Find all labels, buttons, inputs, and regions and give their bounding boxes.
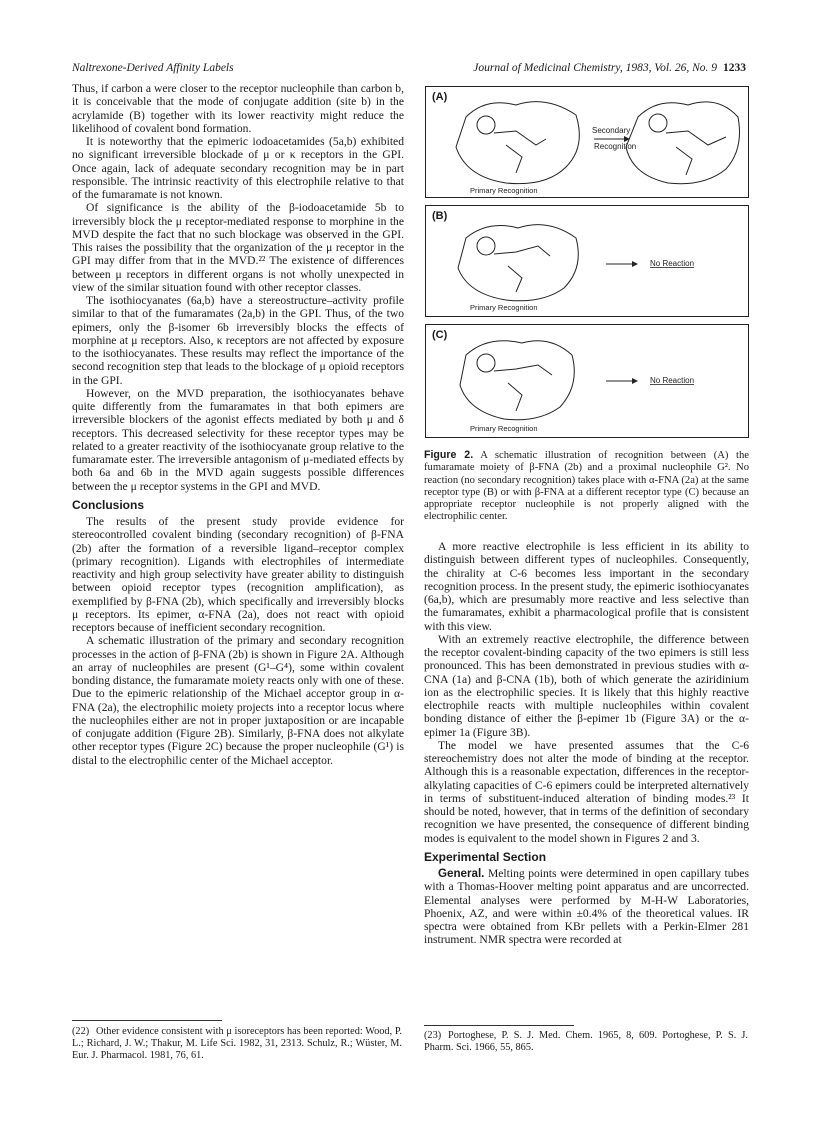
figure-caption bbox=[424, 449, 749, 524]
primary-recognition-label: Primary Recognition bbox=[470, 186, 538, 195]
paragraph: The isothiocyanates (6a,b) have a stereostructure–activity profile similar to that of the fumaramates (2a,b) in the GPI. Thus, of the two epimers, only the β-isomer 6b irreversibly blocks the effects of morphine at μ receptors. Also, κ receptors are not affected by exposure to the isothiocyanates. These results may reflect the importance of the second recognition step that leads to the blockage of μ opioid receptors in the GPI. bbox=[72, 294, 404, 387]
section-heading-experimental: Experimental Section bbox=[424, 849, 547, 864]
journal-name: Journal of Medicinal Chemistry, 1983, Vol. 26, No. 9 bbox=[473, 62, 717, 74]
no-reaction-label: No Reaction bbox=[650, 376, 695, 385]
footnote-rule bbox=[72, 1020, 222, 1021]
no-reaction-label: No Reaction bbox=[650, 259, 695, 268]
secondary-recognition-label-2: Recognition bbox=[594, 142, 637, 151]
panel-label: (B) bbox=[432, 210, 448, 222]
footnote-text: Portoghese, P. S. J. Med. Chem. 1965, 8, 609. Portoghese, P. S. J. Pharm. Sci. 1966, 55, 865. bbox=[424, 1030, 748, 1053]
footnote-number: (22) bbox=[72, 1026, 90, 1037]
paragraph: The results of the present study provide evidence for stereocontrolled covalent binding (secondary recognition) of β-FNA (2b) after the formation of a reversible ligand–receptor complex (primary recognition). Ligands with electrophiles of intermediate reactivity and high group selectivity have greater ability to distinguish between opioid receptor types (recognition amplification), as exemplified by β-FNA (2b), which specifically and irreversibly blocks μ receptors. Its epimer, α-FNA (2a), does not react with opioid receptors because of inefficient secondary recognition. bbox=[72, 515, 404, 634]
primary-recognition-label: Primary Recognition bbox=[470, 424, 538, 433]
paragraph bbox=[424, 867, 749, 947]
paragraph-text: Melting points were determined in open capillary tubes with a Thomas-Hoover melting point apparatus and are uncorrected. Elemental analyses were performed by M-H-W Laboratories, Phoenix, AZ, and were within ±0.4% of the theoretical values. IR spectra were obtained from KBr pellets with a Perkin-Elmer 281 instrument. NMR spectra were recorded at bbox=[424, 867, 749, 947]
caption-label: Figure 2. bbox=[424, 449, 474, 461]
paragraph: Thus, if carbon a were closer to the receptor nucleophile than carbon b, it is conceivable that the mode of conjugate addition (site b) in the acrylamide (B) together with its lower reactivity might reduce the likelihood of covalent bond formation. bbox=[72, 82, 404, 135]
primary-recognition-label: Primary Recognition bbox=[470, 303, 538, 312]
figure-panel-a bbox=[425, 86, 749, 198]
left-column bbox=[72, 82, 404, 767]
paragraph: It is noteworthy that the epimeric iodoacetamides (5a,b) exhibited no significant irreversible blockade of μ or κ receptors in the GPI. Once again, lack of adequate secondary recognition may be in part responsible. The intrinsic reactivity of this electrophile relative to that of the fumaramate is not known. bbox=[72, 135, 404, 201]
footnote-text: Other evidence consistent with μ isoreceptors has been reported: Wood, P. L.; Richard, J. W.; Thakur, M. Life Sci. 1982, 31, 2313. Schulz, R.; Wüster, M. Eur. J. Pharmacol. 1981, 76, 61. bbox=[72, 1026, 402, 1061]
footnote-rule bbox=[424, 1025, 574, 1026]
paragraph: The model we have presented assumes that the C-6 stereochemistry does not alter the mode of binding at the receptor. Although this is a reasonable expectation, differences in the receptor-alkylating capacities of C-6 epimers could be interpreted alternatively in terms of substituent-induced alteration of binding modes.²³ It should be noted, however, that in terms of the definition of secondary recognition we have presented, the consequence of different binding modes is equivalent to the model shown in Figures 2 and 3. bbox=[424, 738, 749, 845]
caption-text: A schematic illustration of recognition between (A) the fumaramate moiety of β-FNA (2b) and a proximal nucleophile G². No reaction (no secondary recognition) takes place with α-FNA (2a) at the same receptor type (B) or with β-FNA at a different receptor type (C) because an appropriate receptor nucleophile is not properly aligned with the electrophilic center. bbox=[424, 450, 749, 523]
run-in-heading: General. bbox=[438, 867, 485, 880]
footnote-22 bbox=[72, 1026, 402, 1062]
section-heading-conclusions: Conclusions bbox=[72, 497, 145, 512]
journal-citation bbox=[473, 62, 746, 74]
running-head: Naltrexone-Derived Affinity Labels bbox=[72, 62, 234, 74]
paragraph: A more reactive electrophile is less efficient in its ability to distinguish between different types of nucleophiles. Consequently, the chirality at C-6 becomes less important in the secondary recognition process. In the present study, the epimeric isothiocyanates (6a,b), which are presumably more reactive and less selective than the fumaramates, exhibit a pharmacological profile that is consistent with this view. bbox=[424, 540, 749, 633]
footnote-number: (23) bbox=[424, 1030, 442, 1041]
page-number: 1233 bbox=[723, 62, 746, 74]
paragraph: A schematic illustration of the primary and secondary recognition processes in the action of β-FNA (2b) is shown in Figure 2A. Although an array of nucleophiles are present (G¹–G⁴), some within covalent bonding distance, the fumaramate moiety reacts only with one of these. Due to the epimeric relationship of the Michael acceptor group in α-FNA (2a), the electrophilic moiety projects into a receptor locus where the nucleophiles either are not in proper juxtaposition or are incapable of conjugate addition (Figure 2B). Similarly, β-FNA does not alkylate other receptor types (Figure 2C) because the proper nucleophile (G¹) is distal to the electrophilic center of the Michael acceptor. bbox=[72, 634, 404, 767]
paragraph: However, on the MVD preparation, the isothiocyanates behave quite differently from the fumaramates in that both epimers are irreversible blockers of the agonist effects mediated by both μ and δ receptors. This decreased selectivity for these receptor types may be related to a greater reactivity of the isothiocyanate group relative to the fumaramate ester. The irreversible antagonism of μ-mediated effects by both 6a and 6b in the MVD again suggests possible differences between the μ receptor systems in the GPI and MVD. bbox=[72, 386, 404, 493]
paragraph: With an extremely reactive electrophile, the difference between the receptor covalent-binding capacity of the two epimers is still less pronounced. This has been demonstrated in previous studies with α-CNA (1a) and β-CNA (1b), both of which generate the aziridinium ion as the electrophilic species. It is likely that this highly reactive electrophile reacts with multiple nucleophiles within covalent bonding distance of either the β-epimer 1b (Figure 3A) or the α-epimer 1a (Figure 3B). bbox=[424, 632, 749, 739]
receptor-schematic-b bbox=[426, 206, 748, 316]
receptor-schematic-a bbox=[426, 87, 748, 197]
panel-label: (A) bbox=[432, 91, 448, 103]
footnote-23 bbox=[424, 1030, 748, 1054]
secondary-recognition-label: Secondary bbox=[592, 126, 631, 135]
receptor-schematic-c bbox=[426, 325, 748, 437]
figure-panel-c bbox=[425, 324, 749, 438]
panel-label: (C) bbox=[432, 329, 448, 341]
right-column bbox=[424, 540, 749, 947]
paragraph: Of significance is the ability of the β-iodoacetamide 5b to irreversibly block the μ receptor-mediated response to morphine in the MVD despite the fact that no such blockage was observed in the GPI. This raises the possibility that the organization of the μ receptor in the GPI may differ from that in the MVD.²² The existence of differences between μ receptors in different organs is not wholly unexpected in view of the similar situation found with other receptor classes. bbox=[72, 201, 404, 294]
figure-panel-b bbox=[425, 205, 749, 317]
